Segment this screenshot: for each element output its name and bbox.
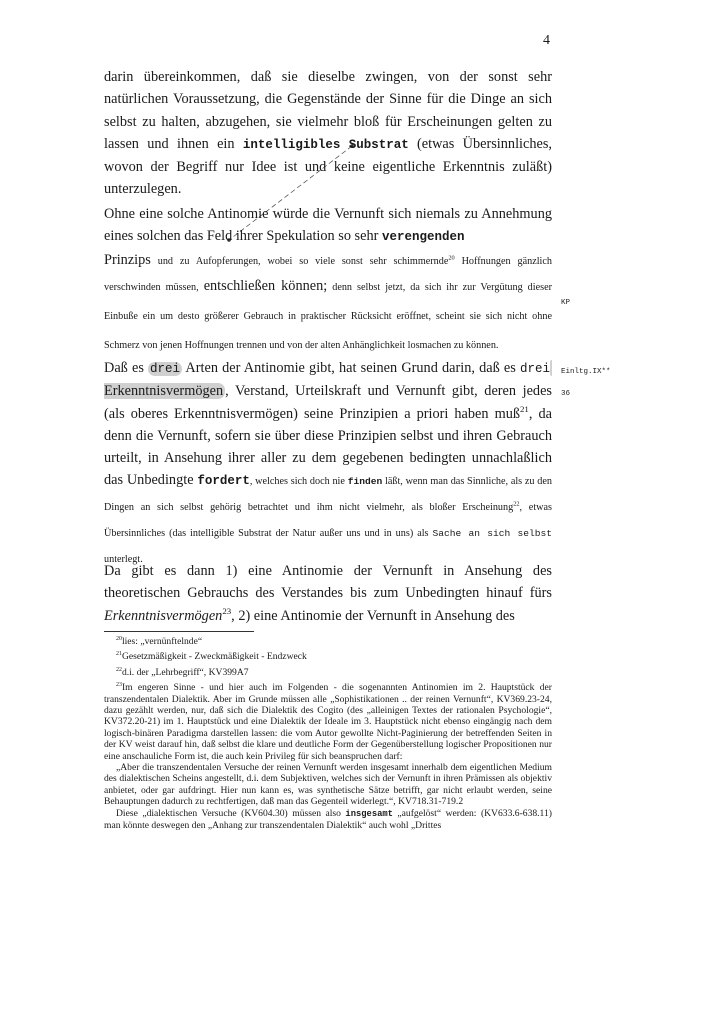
- footnote-23: [104, 682, 552, 762]
- text: Arten der Antinomie gibt, hat seinen Grund darin, daß es: [182, 360, 520, 376]
- text: , Verstand, Urteilskraft und Vernunft gibt, deren jedes (als oberes Erkenntnisvermögen) seine Prinzipien a priori haben muß: [104, 383, 552, 422]
- text: Prinzips: [104, 251, 151, 268]
- footnote-text: Gesetzmäßigkeit - Zweckmäßigkeit - Endzweck: [121, 651, 307, 663]
- page-number: 4: [543, 33, 550, 48]
- text: unterlegt.: [104, 554, 143, 566]
- footnote-number: 20: [116, 635, 122, 642]
- footnote-21: [104, 651, 552, 662]
- margin-einleitung: Einltg.IX**: [561, 368, 611, 376]
- text: entschließen können;: [203, 277, 328, 294]
- footnote-quote: „Aber die transzendentalen Versuche der reinen Vernunft werden insgesamt innerhalb dem eigentlichen Medium des dialektischen Scheins angestellt, d.i. dem Subjektiven, welches sich der Vernunft in ihren Prämissen als objektiv anbietet, oder gar aufdringt. Hier nun kann es, was synthetische Sätze betrifft, gar nicht erlaubt werden, seine Behauptungen dadurch zu rechtfertigen, daß man das Gegenteil widerlegt.“, KV718.31-719.2: [104, 762, 552, 808]
- text: , welches sich doch nie: [249, 476, 348, 488]
- footnote-text: d.i. der „Lehrbegriff“, KV399A7: [121, 666, 249, 678]
- margin-36: 36: [561, 390, 571, 398]
- term-fordert: fordert: [197, 474, 250, 489]
- text: Ohne eine solche Antinomie würde die Vernunft sich niemals zu Annehmung eines solchen das Feld ihrer Spekulation so sehr: [104, 206, 552, 245]
- text: , da denn die Vernunft, sofern sie über diese Prinzipien selbst und ihren Gebrauch urteilt, in Ansehung ihrer aller zu dem gegebenen bedingten unnachlaßlich das Unbedingte: [104, 405, 552, 489]
- paragraph-3: [104, 357, 552, 573]
- text: Daß es: [104, 360, 149, 376]
- footnote-rule: [104, 631, 254, 632]
- footnote-22: [104, 667, 552, 678]
- term-finden: finden: [347, 476, 383, 488]
- paragraph-4: [104, 560, 552, 627]
- text: Da gibt es dann 1) eine Antinomie der Vernunft in Ansehung des theoretischen Gebrauchs des Verstandes bis zum Unbedingten hinauf fürs: [104, 563, 552, 602]
- footnote-text: Diese „dialektischen Versuche (KV604.30) müssen also: [116, 807, 346, 819]
- term-erkenntnisvermoegen-highlight: Erkenntnisvermögen: [104, 360, 552, 399]
- emphasis-erkenntnisvermoegen: Erkenntnisvermögen: [104, 607, 223, 624]
- term-intelligibles: intelligibles: [242, 137, 341, 152]
- term-insgesamt: insgesamt: [345, 808, 393, 819]
- footnotes: [104, 636, 552, 832]
- footnote-20: [104, 636, 552, 647]
- footnote-ref-23[interactable]: 23: [222, 605, 232, 616]
- term-verengenden: verengenden: [381, 230, 465, 245]
- term-drei-highlight: drei: [150, 362, 181, 376]
- footnote-continuation: [104, 808, 552, 832]
- footnote-ref-21[interactable]: 21: [520, 403, 529, 414]
- text: darin übereinkommen, daß sie dieselbe zwingen, von der sonst sehr natürlichen Voraussetzung, die Gegenstände der Sinne für die Dinge an sich selbst zu halten, abzugehen, sie vielmehr bloß für Erscheinungen gelten zu lassen und ihnen ein: [104, 69, 552, 152]
- text: (etwas Übersinnliches, wovon der Begriff nur Idee ist und keine eigentliche Erkenntnis zuläßt) unterzulegen.: [104, 135, 552, 198]
- footnote-text: „aufgelöst“ werden: (KV633.6-638.11) man könnte deswegen den „Anhang zur transzendentalen Dialektik“ auch wohl „Drittes: [104, 807, 552, 832]
- text: , 2) eine Antinomie der Vernunft in Ansehung des: [231, 607, 515, 624]
- text: , etwas Übersinnliches (das intelligible Substrat der Natur außer uns und in uns) als: [104, 502, 552, 540]
- text: und zu Aufopferungen, wobei so viele sonst sehr schimmernde: [150, 255, 449, 267]
- footnote-number: 22: [116, 666, 122, 673]
- footnote-ref-20[interactable]: 20: [448, 254, 455, 262]
- text: läßt, wenn man das Sinnliche, als zu den Dingen an sich selbst gehörig betrachtet und ihm nicht vielmehr, als bloßer Erscheinung: [104, 476, 552, 514]
- term-substrat: Substrat: [348, 137, 409, 152]
- term-sache-an-sich: Sache an sich selbst: [432, 528, 552, 540]
- text: denn selbst jetzt, da sich ihr zur Vergütung dieser Einbuße ein um desto größerer Gebrauch in praktischer Rücksicht eröffnet, scheint sie sich nicht ohne Schmerz von jenen Hoffnungen trennen und von der alten Anhänglichkeit losmachen zu können.: [104, 281, 553, 351]
- margin-kp: KP: [561, 299, 571, 307]
- term-drei: drei: [519, 362, 550, 376]
- paragraph-2: [104, 203, 552, 360]
- footnote-text: lies: „vernünftelnde“: [121, 636, 203, 647]
- footnote-ref-22[interactable]: 22: [513, 501, 520, 509]
- text: Hoffnungen gänzlich verschwinden müssen,: [104, 255, 552, 293]
- footnote-text: Im engeren Sinne - und hier auch im Folgenden - die sogenannten Antinomien im 2. Hauptstück der transzendentalen Dialektik. Aber im Grunde müssen alle „Sophistikationen .. der reinen Vernunft“, KV369.23-24, dazu gezählt werden, nur, daß sich die Dialektik des Cogito (des „alleinigen Textes der rationalen Psychologie“, KV372.20-21) im 1. Hauptstück und eine Dialektik der Ideale im 3. Hauptstück nicht ebenso eingängig nach dem logisch-binären Paradigma darstellen lassen: die vom Autor gewollte Nicht-Paginierung der betreffenden Seiten in der KV weist darauf hin, daß selbst die klare und deutliche Form der Gegenüberstellung logischer Propositionen nur eine anschauliche Form ist, die auch kein Privileg für sich beanspruchen darf:: [104, 682, 552, 762]
- footnote-number: 23: [116, 682, 122, 689]
- paragraph-1: [104, 66, 552, 201]
- footnote-number: 21: [116, 651, 122, 658]
